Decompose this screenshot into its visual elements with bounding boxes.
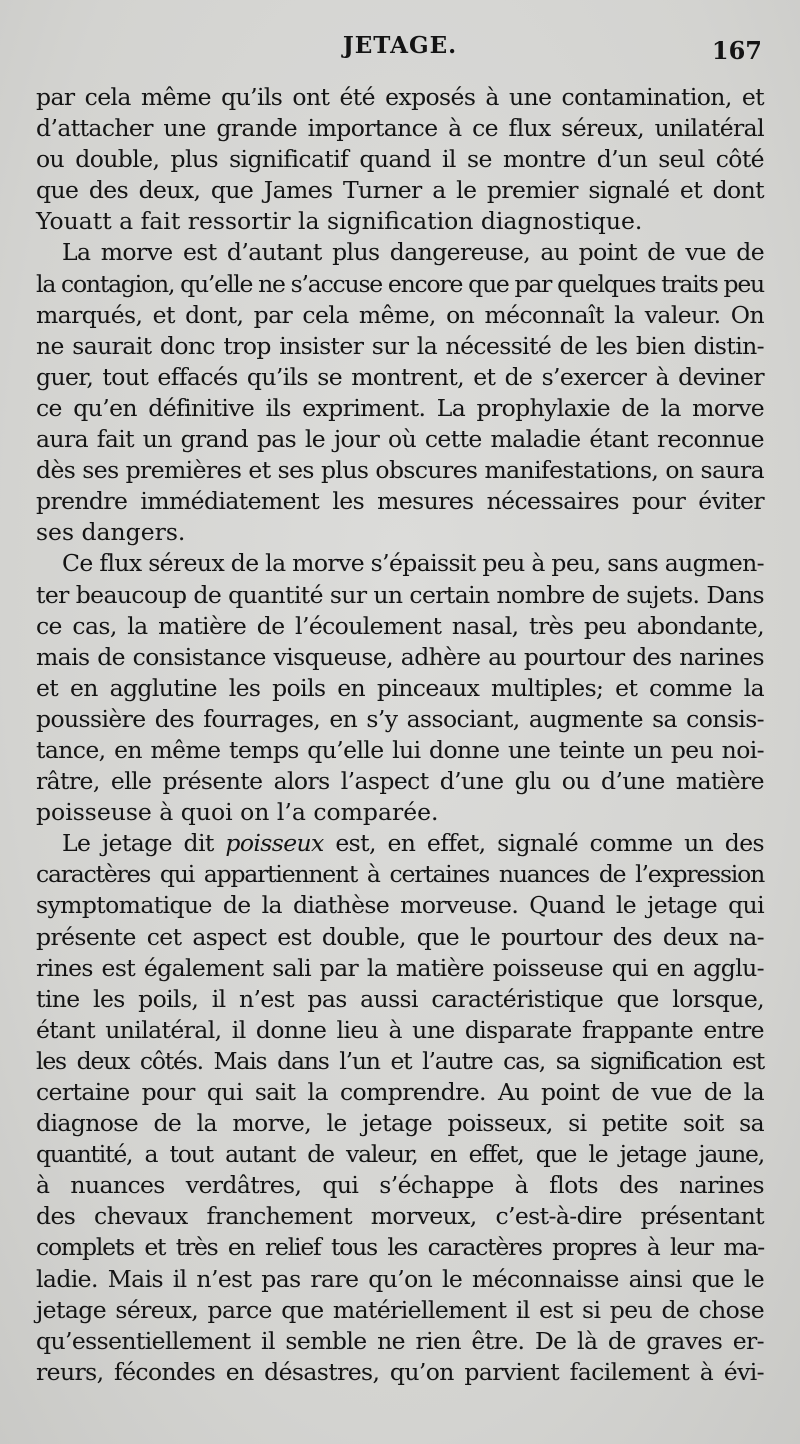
text-line: à nuances verdâtres, qui s’échappe à flots des narines [36, 1171, 764, 1200]
text-line: dès ses premières et ses plus obscures manifestations, on saura [36, 456, 764, 485]
text-line: diagnose de la morve, le jetage poisseux, si petite soit sa [36, 1109, 764, 1138]
text-line: ladie. Mais il n’est pas rare qu’on le méconnaisse ainsi que le [36, 1264, 764, 1293]
text-line: mais de consistance visqueuse, adhère au pourtour des narines [36, 642, 764, 671]
text-line: quantité, a tout autant de valeur, en effet, que le jetage jaune, [36, 1140, 764, 1169]
text-line: caractères qui appartiennent à certaines nuances de l’expression [36, 860, 764, 889]
text-line: aura fait un grand pas le jour où cette maladie étant reconnue [36, 425, 764, 454]
text-line: ce cas, la matière de l’écoulement nasal, très peu abondante, [36, 611, 764, 640]
running-title: JETAGE. [342, 32, 458, 59]
text-line: râtre, elle présente alors l’aspect d’une glu ou d’une matière [36, 767, 764, 796]
text-line: qu’essentiellement il semble ne rien être. De là de graves er- [36, 1326, 764, 1355]
page-number: 167 [711, 36, 762, 65]
text-line: ou double, plus significatif quand il se montre d’un seul côté [36, 145, 764, 174]
text-line: présente cet aspect est double, que le pourtour des deux na- [36, 922, 764, 951]
text-line: guer, tout effacés qu’ils se montrent, et de s’exercer à deviner [36, 362, 764, 391]
text-line: des chevaux franchement morveux, c’est-à-dire présentant [36, 1202, 764, 1231]
text-segment: Le jetage dit [62, 829, 226, 858]
text-line: tine les poils, il n’est pas aussi caractéristique que lorsque, [36, 984, 764, 1013]
text-line: ter beaucoup de quantité sur un certain nombre de sujets. Dans [36, 580, 764, 609]
text-line: poisseuse à quoi on l’a comparée. [36, 798, 439, 827]
text-line: ne saurait donc trop insister sur la nécessité de les bien distin- [36, 331, 764, 360]
text-line: marqués, et dont, par cela même, on méconnaît la valeur. On [36, 300, 764, 329]
text-line: La morve est d’autant plus dangereuse, au point de vue de [62, 238, 764, 267]
text-line: complets et très en relief tous les caractères propres à leur ma- [36, 1233, 764, 1262]
text-line: certaine pour qui sait la comprendre. Au point de vue de la [36, 1078, 764, 1106]
text-line: tance, en même temps qu’elle lui donne une teinte un peu noi- [36, 735, 764, 764]
text-line: rines est également sali par la matière poisseuse qui en agglu- [36, 953, 764, 982]
text-line: reurs, fécondes en désastres, qu’on parvient facilement à évi- [36, 1357, 764, 1386]
text-line: Ce flux séreux de la morve s’épaissit peu à peu, sans augmen- [62, 549, 764, 578]
text-line: par cela même qu’ils ont été exposés à une contamination, et [36, 83, 764, 111]
text-line: la contagion, qu’elle ne s’accuse encore que par quelques traits peu [36, 269, 764, 298]
text-line: ses dangers. [36, 518, 186, 547]
text-line: d’attacher une grande importance à ce flux séreux, unilatéral [36, 114, 764, 143]
page-header [38, 32, 762, 68]
text-line: les deux côtés. Mais dans l’un et l’autre cas, sa signification est [36, 1046, 764, 1075]
text-line: et en agglutine les poils en pinceaux multiples; et comme la [36, 673, 764, 702]
text-line: symptomatique de la diathèse morveuse. Quand le jetage qui [36, 891, 764, 920]
body-text [36, 82, 764, 1388]
text-line: Youatt a fait ressortir la signification diagnostique. [36, 207, 643, 236]
text-line [36, 828, 764, 859]
text-line: étant unilatéral, il donne lieu à une disparate frappante entre [36, 1015, 764, 1044]
italic-term: poisseux [225, 829, 324, 858]
text-segment: est, en effet, signalé comme un des [323, 829, 764, 858]
text-line: ce qu’en définitive ils expriment. La prophylaxie de la morve [36, 393, 764, 422]
text-line: que des deux, que James Turner a le premier signalé et dont [36, 176, 764, 205]
text-line: prendre immédiatement les mesures nécessaires pour éviter [36, 487, 764, 516]
text-line: jetage séreux, parce que matériellement il est si peu de chose [36, 1295, 764, 1324]
text-line: poussière des fourrages, en s’y associant, augmente sa consis- [36, 704, 764, 733]
